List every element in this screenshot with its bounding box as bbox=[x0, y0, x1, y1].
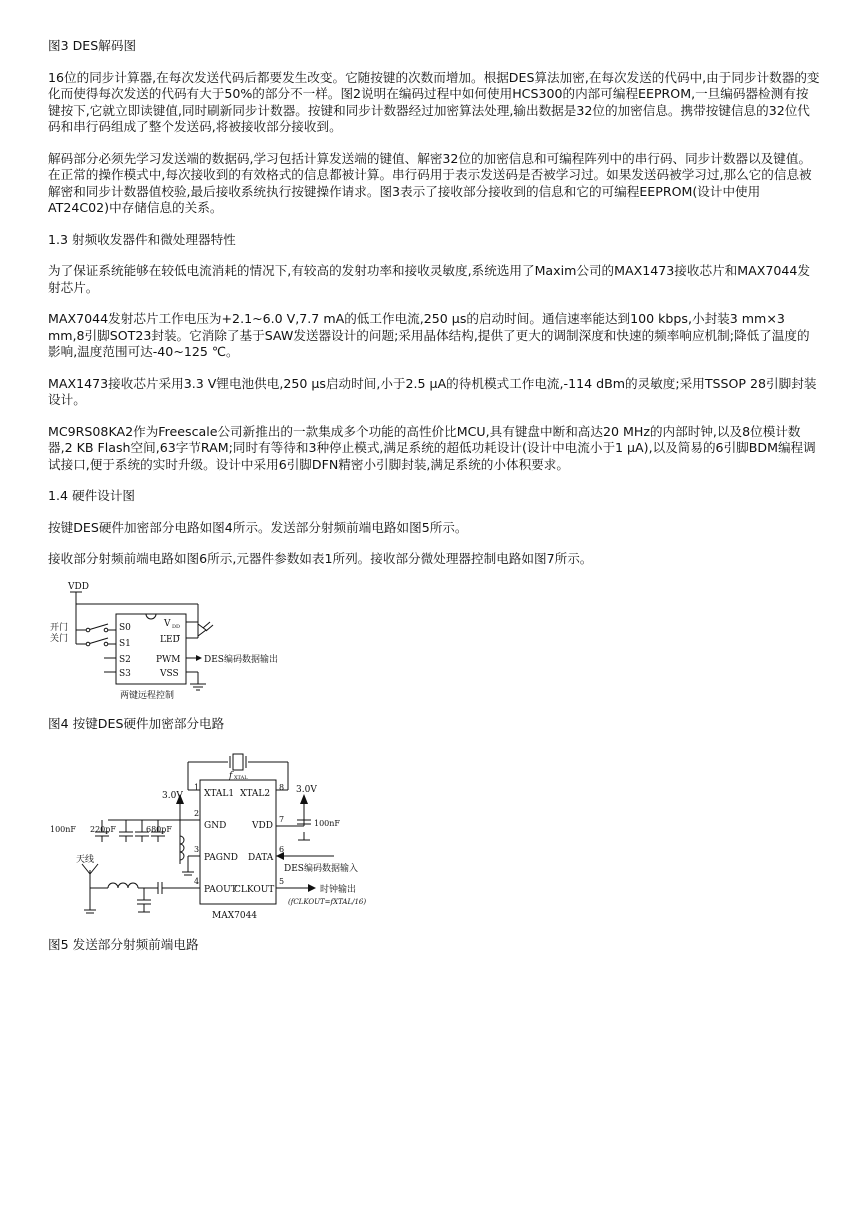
xtal-label-sub: XTAL bbox=[234, 775, 248, 781]
clock-output-label: 时钟输出 bbox=[320, 885, 357, 895]
pin-xtal2: XTAL2 bbox=[240, 789, 271, 799]
voltage-left: 3.0V bbox=[162, 791, 183, 801]
paragraph: 为了保证系统能够在较低电流消耗的情况下,有较高的发射功率和接收灵敏度,系统选用了Maxim公司的MAX1473接收芯片和MAX7044发射芯片。 bbox=[48, 263, 811, 295]
figure4-caption: 图4 按键DES硬件加密部分电路 bbox=[48, 716, 225, 731]
cap-label: 100nF bbox=[314, 819, 340, 828]
paragraph: MC9RS08KA2作为Freescale公司新推出的一款集成多个功能的高性价比MCU,具有键盘中断和高达20 MHz的内部时钟,以及8位模计数器,2 KB Flash空间,63字节RAM;同时有等待和3种停止模式,满足系统的超低功耗设计(设计中电流小于1 μA),以及简易的6引脚BDM编程调试接口,便于系统的实时升级。设计中采用6引脚DFN精密小引脚封装,满足系统的小体积要求。 bbox=[48, 423, 816, 472]
pin-vss: VSS bbox=[160, 669, 179, 679]
pin-number: 5 bbox=[279, 877, 285, 886]
paragraph: MAX1473接收芯片采用3.3 V锂电池供电,250 μs启动时间,小于2.5 μA的待机模式工作电流,-114 dBm的灵敏度;采用TSSOP 28引脚封装设计。 bbox=[48, 375, 817, 407]
cap-label: 220pF bbox=[90, 825, 116, 834]
section-heading: 1.3 射频收发器件和微处理器特性 bbox=[48, 231, 236, 247]
switch-label-open: 开门 bbox=[50, 623, 69, 633]
pin-number: 3 bbox=[194, 845, 200, 854]
article-body bbox=[48, 38, 820, 568]
figure4-circuit bbox=[48, 578, 308, 706]
pin-number: 2 bbox=[194, 809, 200, 818]
pin-number: 7 bbox=[279, 815, 285, 824]
pin-s1: S1 bbox=[119, 639, 131, 649]
pin-xtal1: XTAL1 bbox=[204, 789, 235, 799]
pin-s3: S3 bbox=[119, 669, 131, 679]
pin-data: DATA bbox=[248, 853, 274, 863]
pin-number: 6 bbox=[279, 845, 285, 854]
pin-s0: S0 bbox=[119, 623, 131, 633]
figure5-circuit bbox=[48, 746, 378, 926]
switch-label-close: 关门 bbox=[50, 634, 69, 644]
chip-label: 两键远程控制 bbox=[120, 691, 175, 701]
pin-number: 1 bbox=[194, 783, 200, 792]
pin-paout: PAOUT bbox=[204, 885, 237, 895]
paragraph: 解码部分必须先学习发送端的数据码,学习包括计算发送端的键值、解密32位的加密信息和可编程阵列中的串行码、同步计数器以及键值。在正常的操作模式中,每次接收到的有效格式的信息都被计算。串行码用于表示发送码是否被学习过。如果发送码被学习过,那么它的信息被解密和同步计数器值校验,最后接收系统执行按键操作请求。图3表示了接收部分接收到的信息和它的可编程EEPROM(设计中使用AT24C02)中存储信息的关系。 bbox=[48, 150, 812, 215]
pin-led: LED bbox=[160, 635, 180, 645]
pin-pagnd: PAGND bbox=[204, 853, 239, 863]
pin-pwm: PWM bbox=[156, 655, 181, 665]
output-label: DES编码数据输出 bbox=[204, 655, 278, 665]
pin-clkout: CLKOUT bbox=[234, 885, 275, 895]
pin-gnd: GND bbox=[204, 821, 227, 831]
xtal-label: f bbox=[229, 771, 233, 781]
pin-number: 8 bbox=[279, 783, 285, 792]
paragraph: 按键DES硬件加密部分电路如图4所示。发送部分射频前端电路如图5所示。 bbox=[48, 519, 468, 535]
section-heading: 1.4 硬件设计图 bbox=[48, 488, 136, 503]
pin-vdd-sub: DD bbox=[172, 624, 181, 630]
figure5-caption: 图5 发送部分射频前端电路 bbox=[48, 937, 199, 952]
pin-vdd: V bbox=[164, 619, 171, 629]
vdd-label: VDD bbox=[68, 582, 89, 592]
cap-label: 100nF bbox=[50, 825, 76, 834]
data-input-label: DES编码数据输入 bbox=[284, 864, 358, 874]
figure3-caption: 图3 DES解码图 bbox=[48, 38, 137, 53]
chip-name: MAX7044 bbox=[212, 911, 258, 921]
paragraph: 接收部分射频前端电路如图6所示,元器件参数如表1所列。接收部分微处理器控制电路如图7所示。 bbox=[48, 551, 593, 566]
paragraph: MAX7044发射芯片工作电压为+2.1~6.0 V,7.7 mA的低工作电流,250 μs的启动时间。通信速率能达到100 kbps,小封装3 mm×3 mm,8引脚SOT23封装。它消除了基于SAW发送器设计的问题;采用晶体结构,提供了更大的调制深度和快速的频率响应机制;降低了温度的影响,温度范围可达-40~125 ℃。 bbox=[48, 311, 810, 359]
pin-number: 4 bbox=[194, 877, 200, 886]
pin-vdd: VDD bbox=[252, 821, 273, 831]
cap-label: 680pF bbox=[146, 825, 172, 834]
clock-formula: (fCLKOUT=fXTAL/16) bbox=[288, 898, 367, 906]
voltage-right: 3.0V bbox=[296, 785, 317, 795]
paragraph: 16位的同步计算器,在每次发送代码后都要发生改变。它随按键的次数而增加。根据DES算法加密,在每次发送的代码中,由于同步计数器的变化而使得每次发送的代码有大于50%的部分不一样。图2说明在编码过程中如何使用HCS300的内部可编程EEPROM,一旦编码器检测有按键按下,它就立即读键值,同时刷新同步计数器。按键和同步计数器经过加密算法处理,输出数据是32位的加密信息。携带按键信息的32位代码和串行码组成了整个发送码,将被接收部分接收到。 bbox=[48, 69, 820, 134]
pin-s2: S2 bbox=[119, 655, 131, 665]
antenna-label: 天线 bbox=[76, 855, 95, 865]
